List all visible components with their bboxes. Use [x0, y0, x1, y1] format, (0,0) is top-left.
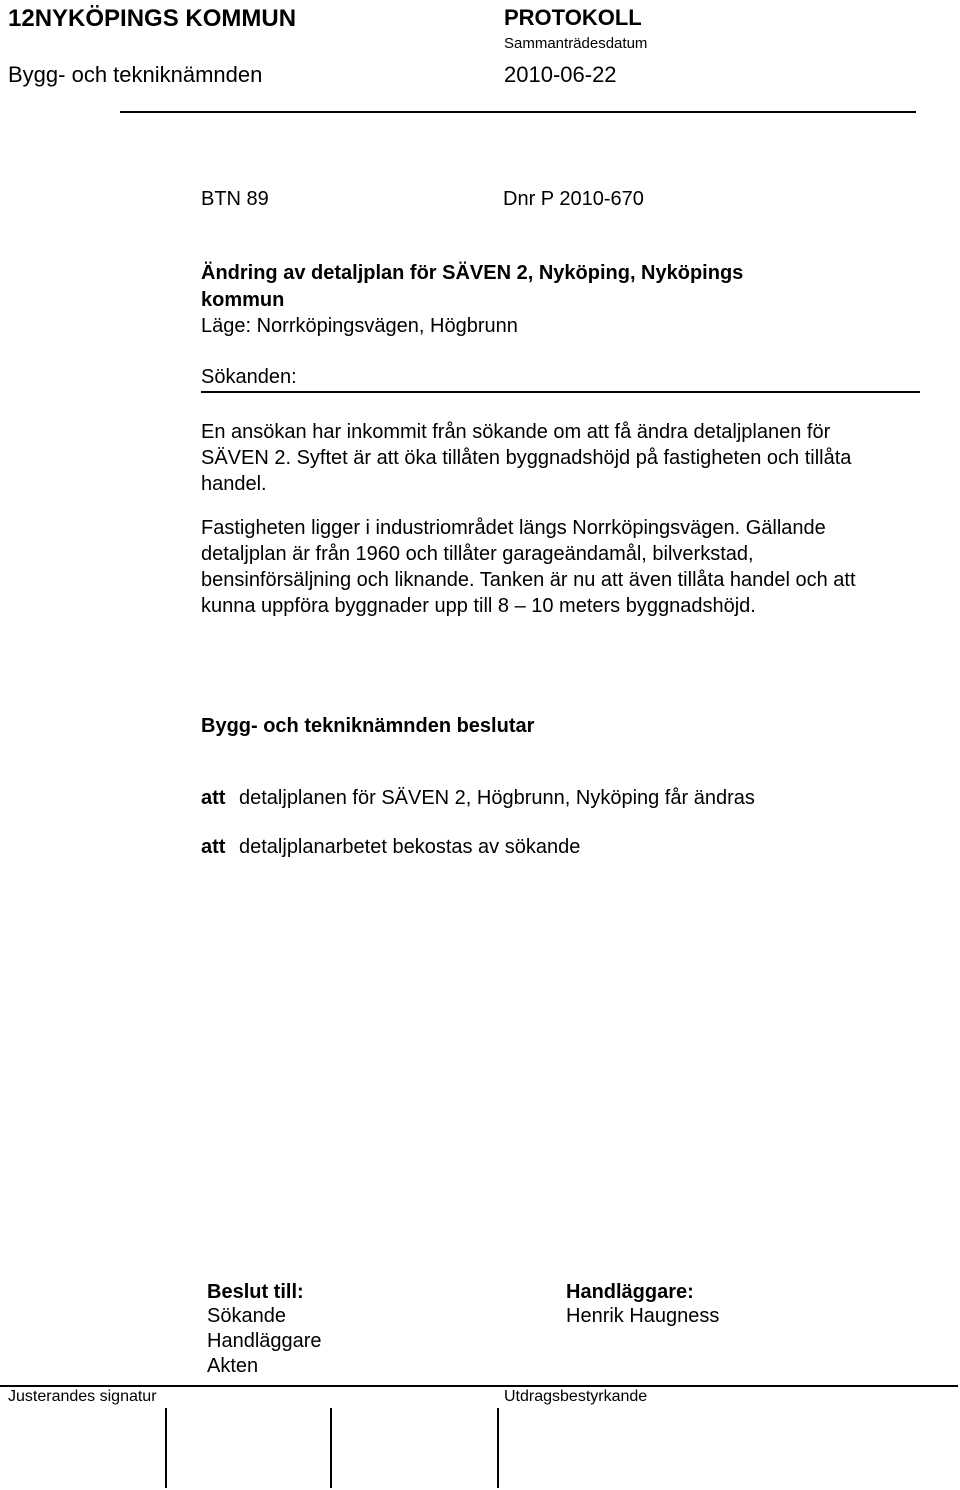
decision-text: detaljplanarbetet bekostas av sökande: [239, 836, 581, 858]
sent-to-item: Akten: [207, 1355, 259, 1377]
applicant-label: Sökanden:: [201, 366, 297, 388]
sent-to-item: Handläggare: [207, 1330, 322, 1352]
decision-heading: Bygg- och tekniknämnden beslutar: [201, 715, 535, 737]
case-dnr: Dnr P 2010-670: [503, 188, 644, 210]
sent-to-item: Sökande: [207, 1305, 286, 1327]
signature-box-divider: [330, 1408, 332, 1488]
certification-label: Utdragsbestyrkande: [504, 1388, 648, 1405]
paragraph-line: SÄVEN 2. Syftet är att öka tillåten byggnadshöjd på fastigheten och tillåta: [201, 447, 852, 469]
applicant-divider: [201, 391, 920, 393]
paragraph-application: [201, 419, 921, 497]
decision-prefix: att: [201, 787, 226, 809]
decision-item: [201, 787, 755, 810]
handler-label: Handläggare:: [566, 1281, 694, 1303]
signature-top-rule: [0, 1385, 958, 1387]
document-type: PROTOKOLL: [504, 5, 642, 30]
header-divider: [120, 111, 916, 113]
paragraph-line: kunna uppföra byggnader upp till 8 – 10 meters byggnadshöjd.: [201, 595, 756, 617]
meeting-date: 2010-06-22: [504, 62, 617, 87]
case-title-line1: Ändring av detaljplan för SÄVEN 2, Nyköping, Nyköpings: [201, 262, 744, 284]
decision-item: [201, 836, 580, 859]
handler-name: Henrik Haugness: [566, 1305, 720, 1327]
committee-name: Bygg- och tekniknämnden: [8, 62, 263, 87]
decision-prefix: att: [201, 836, 226, 858]
decision-text: detaljplanen för SÄVEN 2, Högbrunn, Nyköping får ändras: [239, 787, 755, 809]
case-title-line2: kommun: [201, 289, 285, 311]
meeting-date-label: Sammanträdesdatum: [504, 35, 648, 52]
paragraph-line: En ansökan har inkommit från sökande om att få ändra detaljplanen för: [201, 421, 831, 443]
signature-box-divider: [165, 1408, 167, 1488]
municipality-name: 12NYKÖPINGS KOMMUN: [8, 5, 297, 32]
signature-label: Justerandes signatur: [8, 1388, 157, 1405]
signature-box-divider: [497, 1408, 499, 1488]
paragraph-property: [201, 515, 921, 619]
paragraph-line: bensinförsäljning och liknande. Tanken är nu att även tillåta handel och att: [201, 569, 856, 591]
case-number: BTN 89: [201, 188, 269, 210]
paragraph-line: handel.: [201, 473, 267, 495]
sent-to-label: Beslut till:: [207, 1281, 304, 1303]
paragraph-line: Fastigheten ligger i industriområdet längs Norrköpingsvägen. Gällande: [201, 517, 826, 539]
paragraph-line: detaljplan är från 1960 och tillåter garageändamål, bilverkstad,: [201, 543, 754, 565]
case-location: Läge: Norrköpingsvägen, Högbrunn: [201, 315, 518, 337]
